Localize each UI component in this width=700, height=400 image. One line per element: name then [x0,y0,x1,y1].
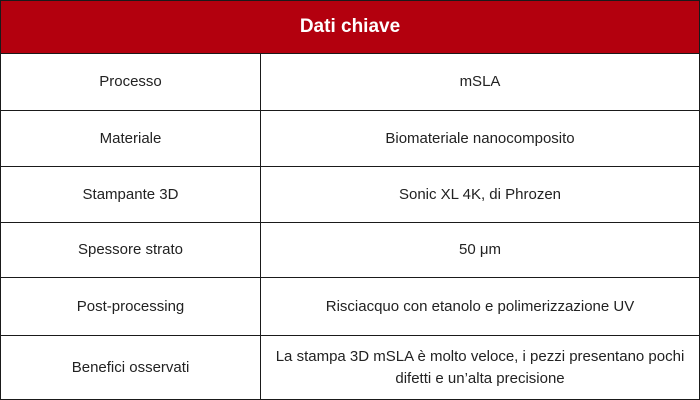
row-label: Materiale [1,111,261,166]
table-row-processo [1,54,699,111]
row-value: Sonic XL 4K, di Phrozen [398,185,562,203]
row-value: Risciacquo con etanolo e polimerizzazione UV [325,297,635,315]
table-row-materiale [1,111,699,167]
table-row-post-processing [1,278,699,336]
row-value: La stampa 3D mSLA è molto veloce, i pezzi presentano pochi difetti e un’alta precisione [275,347,685,387]
row-value: 50 μm [459,241,501,258]
row-label: Benefici osservati [1,336,261,399]
row-label: Stampante 3D [1,167,261,222]
table-row-benefici [1,336,699,399]
table-row-stampante [1,167,699,223]
table-row-spessore [1,223,699,278]
row-label: Processo [1,54,261,110]
row-label: Post-processing [1,278,261,335]
table-title: Dati chiave [1,1,699,54]
row-value: Biomateriale nanocomposito [385,129,575,147]
row-label: Spessore strato [1,223,261,277]
table-body [1,54,699,399]
row-value: mSLA [459,73,501,90]
